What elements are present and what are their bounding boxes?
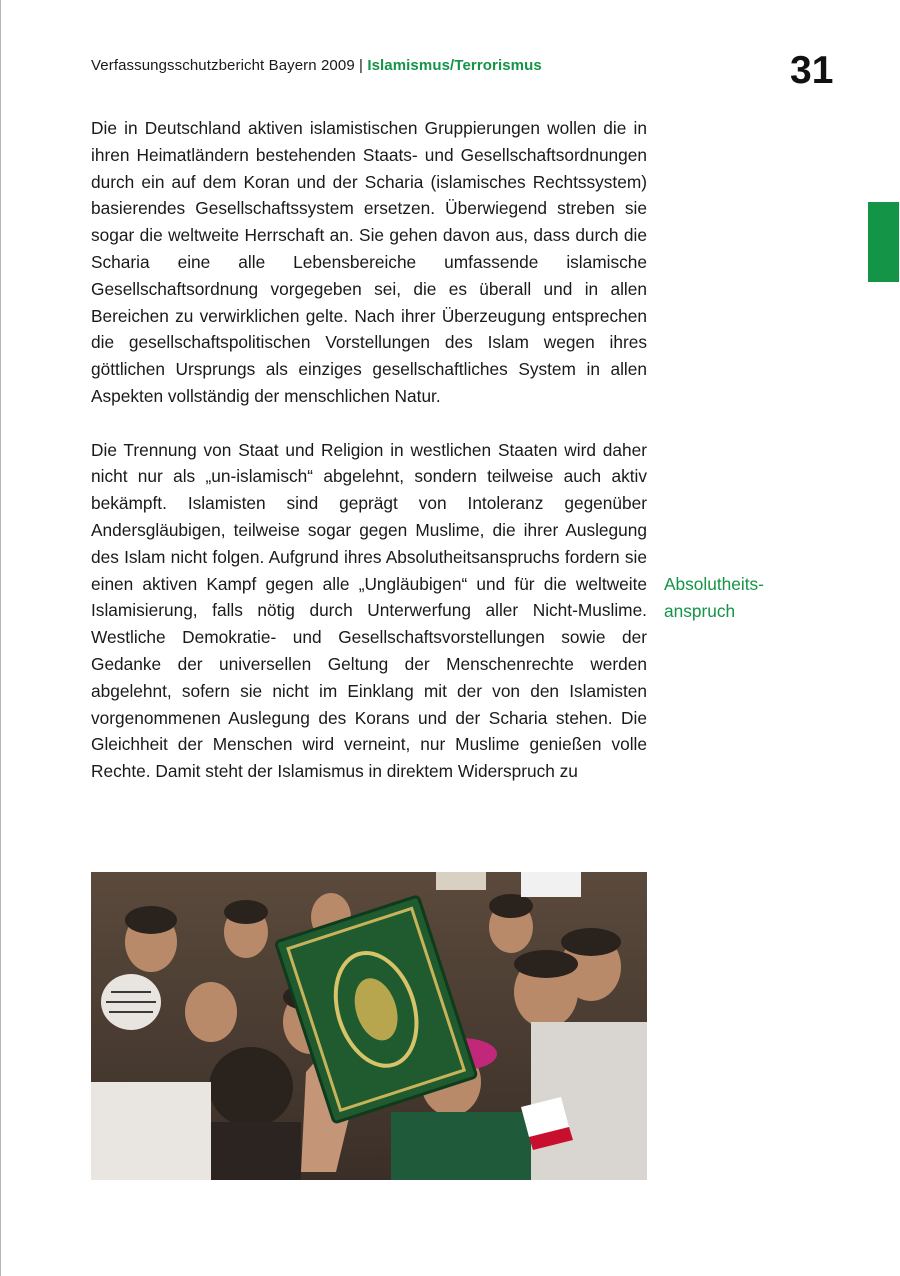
page-edge-rule [0, 0, 1, 1276]
page-number: 31 [790, 49, 834, 92]
crowd-protest-photo [91, 872, 647, 1180]
margin-note-line-1: Absolutheits- [664, 574, 764, 594]
header-separator: | [354, 57, 368, 74]
chapter-tab-marker [868, 202, 899, 282]
body-text [91, 115, 647, 785]
margin-note [664, 571, 814, 625]
paragraph-1: Die in Deutschland aktiven islamistischen Gruppierungen wollen die in ihren Heimatländern bestehenden Staats- und Gesellschaftsordnungen durch ein auf dem Koran und der Scharia (islamisches Rechtssystem) basierendes Gesellschaftssystem ersetzen. Überwiegend streben sie sogar die weltweite Herrschaft an. Sie gehen davon aus, dass durch die Scharia eine alle Lebensbereiche umfassende islamische Gesellschaftsordnung vorgegeben sei, die es überall und in allen Bereichen zu verwirklichen gelte. Nach ihrer Überzeugung entsprechen die gesellschaftspolitischen Vorstellungen des Islam wegen ihres göttlichen Ursprungs als einziges gesellschaftliches System in allen Aspekten vollständig der menschlichen Natur. [91, 118, 647, 406]
paragraph-2: Die Trennung von Staat und Religion in westlichen Staaten wird daher nicht nur als „un-islamisch“ abgelehnt, sondern teilweise auch aktiv bekämpft. Islamisten sind geprägt von Intoleranz gegenüber Andersgläubigen, teilweise sogar gegen Muslime, die ihrer Auslegung des Islam nicht folgen. Aufgrund ihres Absolutheitsanspruchs fordern sie einen aktiven Kampf gegen alle „Ungläubigen“ und für die weltweite Islamisierung, falls nötig durch Unterwerfung aller Nicht-Muslime. Westliche Demokratie- und Gesellschaftsvorstellungen sowie der Gedanke der universellen Geltung der Menschenrechte werden abgelehnt, sofern sie nicht im Einklang mit der von den Islamisten vorgenommenen Auslegung des Korans und der Scharia stehen. Die Gleichheit der Menschen wird verneint, nur Muslime genießen volle Rechte. Damit steht der Islamismus in direktem Widerspruch zu [91, 439, 647, 782]
report-title: Verfassungsschutzbericht Bayern 2009 [91, 57, 355, 74]
running-header [91, 57, 542, 74]
margin-note-line-2: anspruch [664, 600, 736, 621]
section-name: Islamismus/Terrorismus [367, 57, 542, 74]
